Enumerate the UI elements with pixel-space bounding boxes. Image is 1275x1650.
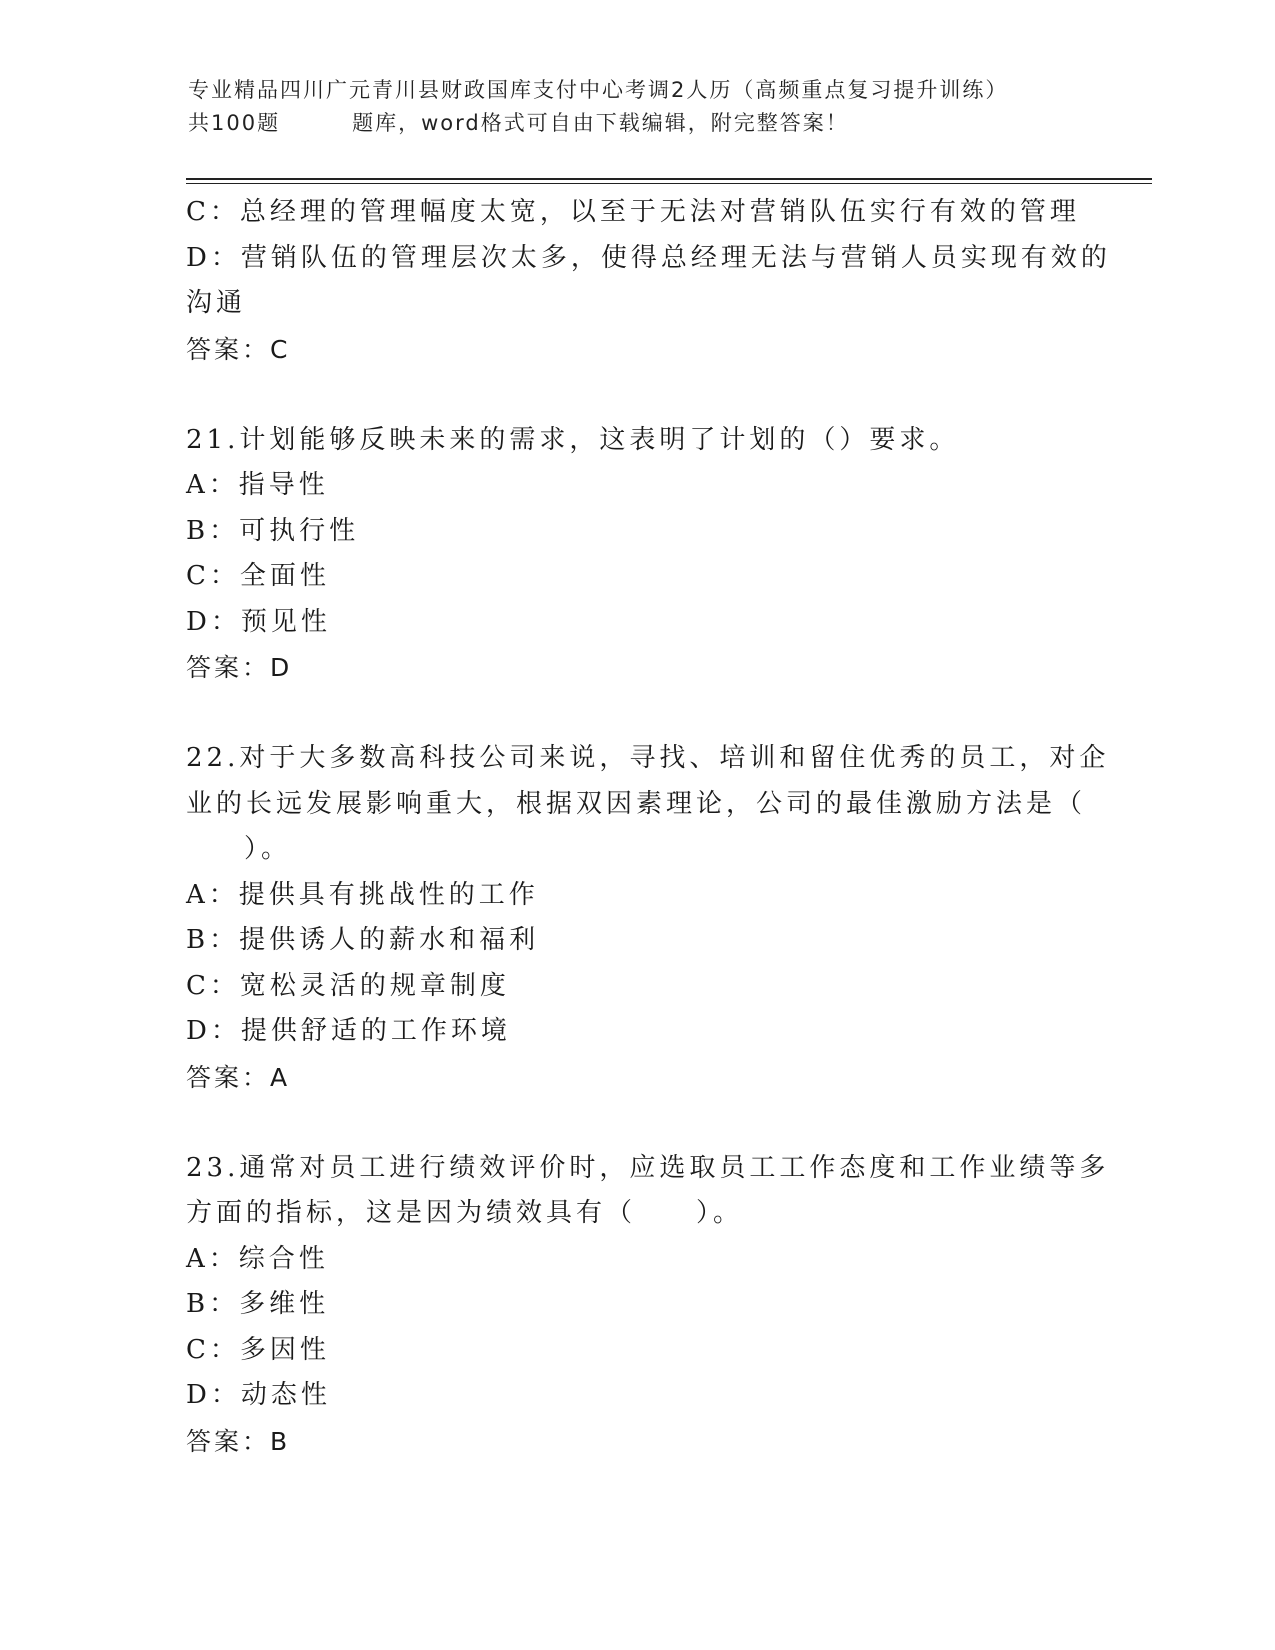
question-stem: 22.对于大多数高科技公司来说，寻找、培训和留住优秀的员工，对企 xyxy=(186,743,1110,773)
page-header xyxy=(188,74,1088,140)
option-c: C：宽松灵活的规章制度 xyxy=(186,970,510,1001)
question-23 xyxy=(186,1146,1110,1465)
question-stem: 21.计划能够反映未来的需求，这表明了计划的（）要求。 xyxy=(186,424,960,455)
answer-line: 答案：A xyxy=(186,1062,291,1092)
option-d: D：提供舒适的工作环境 xyxy=(186,1016,511,1046)
answer-line: 答案：B xyxy=(186,1426,291,1456)
answer-line: 答案：D xyxy=(186,653,293,682)
option-a: A：综合性 xyxy=(186,1243,329,1274)
question-stem-continuation: 业的长远发展影响重大，根据双因素理论，公司的最佳激励方法是（ xyxy=(186,788,1087,819)
question-stem-continuation: ）。 xyxy=(244,834,292,864)
option-b: B：提供诱人的薪水和福利 xyxy=(186,925,540,955)
question-22 xyxy=(186,736,1110,1100)
option-b: B：可执行性 xyxy=(186,515,360,546)
option-b: B：多维性 xyxy=(186,1289,330,1319)
option-d-continuation: 沟通 xyxy=(186,288,247,318)
option-c: C：全面性 xyxy=(186,561,330,591)
header-description: 题库，word格式可自由下载编辑，附完整答案！ xyxy=(352,111,849,135)
option-a: A：提供具有挑战性的工作 xyxy=(186,879,539,910)
prev-question-continuation xyxy=(186,190,1111,372)
header-title-line: 专业精品四川广元青川县财政国库支付中心考调2人历（高频重点复习提升训练） xyxy=(188,78,1009,102)
option-d: D：动态性 xyxy=(186,1380,331,1410)
header-subtitle-line xyxy=(188,107,1088,140)
option-d: D：营销队伍的管理层次太多，使得总经理无法与营销人员实现有效的 xyxy=(186,242,1111,273)
answer-line: 答案：C xyxy=(186,334,291,364)
header-divider-thin xyxy=(186,183,1152,184)
option-d: D：预见性 xyxy=(186,606,331,637)
header-question-count: 共100题 xyxy=(188,111,281,135)
option-c: C：多因性 xyxy=(186,1334,330,1365)
question-stem: 23.通常对员工进行绩效评价时，应选取员工工作态度和工作业绩等多 xyxy=(186,1152,1110,1183)
question-stem-continuation: 方面的指标，这是因为绩效具有（ ）。 xyxy=(186,1198,744,1228)
option-c: C：总经理的管理幅度太宽，以至于无法对营销队伍实行有效的管理 xyxy=(186,197,1080,227)
header-divider-thick xyxy=(186,178,1152,180)
option-a: A：指导性 xyxy=(186,470,329,500)
question-content xyxy=(186,190,1111,1464)
question-21 xyxy=(186,418,1066,691)
